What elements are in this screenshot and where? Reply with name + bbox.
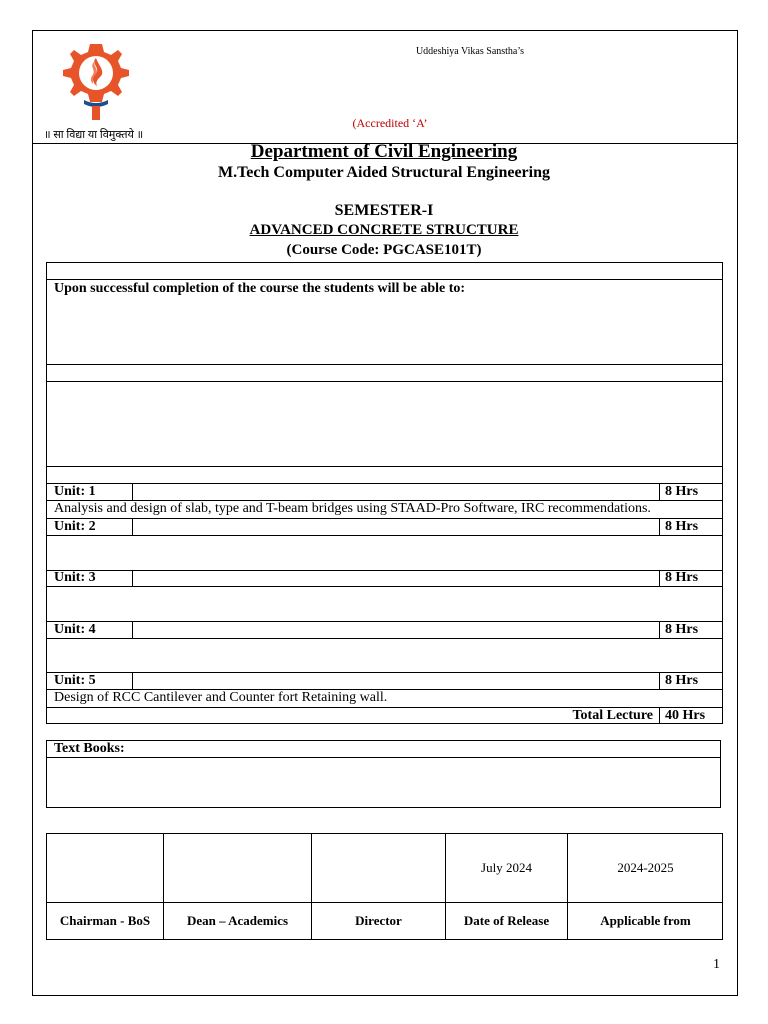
- course-name: ADVANCED CONCRETE STRUCTURE: [249, 222, 519, 238]
- unit-label: Unit: 3: [54, 570, 96, 585]
- semester-title: SEMESTER-I: [334, 202, 434, 219]
- unit-label: Unit: 1: [54, 484, 96, 499]
- unit-label: Unit: 4: [54, 622, 96, 637]
- release-date: July 2024: [481, 860, 532, 875]
- unit-label: Unit: 2: [54, 519, 96, 534]
- department-title: Department of Civil Engineering: [250, 141, 518, 162]
- unit-content: Design of RCC Cantilever and Counter fort Retaining wall.: [54, 690, 388, 705]
- total-lecture-hours: 40 Hrs: [665, 708, 706, 723]
- organization-name: Uddeshiya Vikas Sanstha’s: [415, 46, 525, 57]
- unit-hours: 8 Hrs: [665, 519, 699, 534]
- institution-logo-icon: [50, 42, 142, 124]
- unit-hours: 8 Hrs: [665, 622, 699, 637]
- total-lecture-label: Total Lecture: [572, 708, 653, 723]
- accreditation-text: (Accredited ‘A’: [352, 116, 428, 130]
- institution-motto: ॥ सा विद्या या विमुक्तये ॥: [44, 129, 144, 141]
- unit-hours: 8 Hrs: [665, 484, 699, 499]
- syllabus-table: [46, 262, 723, 724]
- release-date-label: Date of Release: [463, 913, 550, 928]
- dean-label: Dean – Academics: [186, 913, 289, 928]
- unit-hours: 8 Hrs: [665, 570, 699, 585]
- page-number: 1: [713, 957, 720, 972]
- applicable-from-label: Applicable from: [600, 913, 691, 928]
- unit-content: Analysis and design of slab, type and T-beam bridges using STAAD-Pro Software, IRC recommendations.: [54, 501, 651, 516]
- director-label: Director: [355, 913, 402, 928]
- textbooks-table: [46, 740, 721, 808]
- unit-label: Unit: 5: [54, 673, 96, 688]
- course-code: (Course Code: PGCASE101T): [286, 242, 482, 258]
- applicable-year: 2024-2025: [617, 860, 674, 875]
- course-outcomes-heading: Upon successful completion of the course the students will be able to:: [54, 281, 466, 296]
- program-title: M.Tech Computer Aided Structural Engineering: [217, 164, 550, 181]
- textbooks-heading: Text Books:: [54, 741, 125, 756]
- chairman-label: Chairman - BoS: [59, 913, 151, 928]
- unit-hours: 8 Hrs: [665, 673, 699, 688]
